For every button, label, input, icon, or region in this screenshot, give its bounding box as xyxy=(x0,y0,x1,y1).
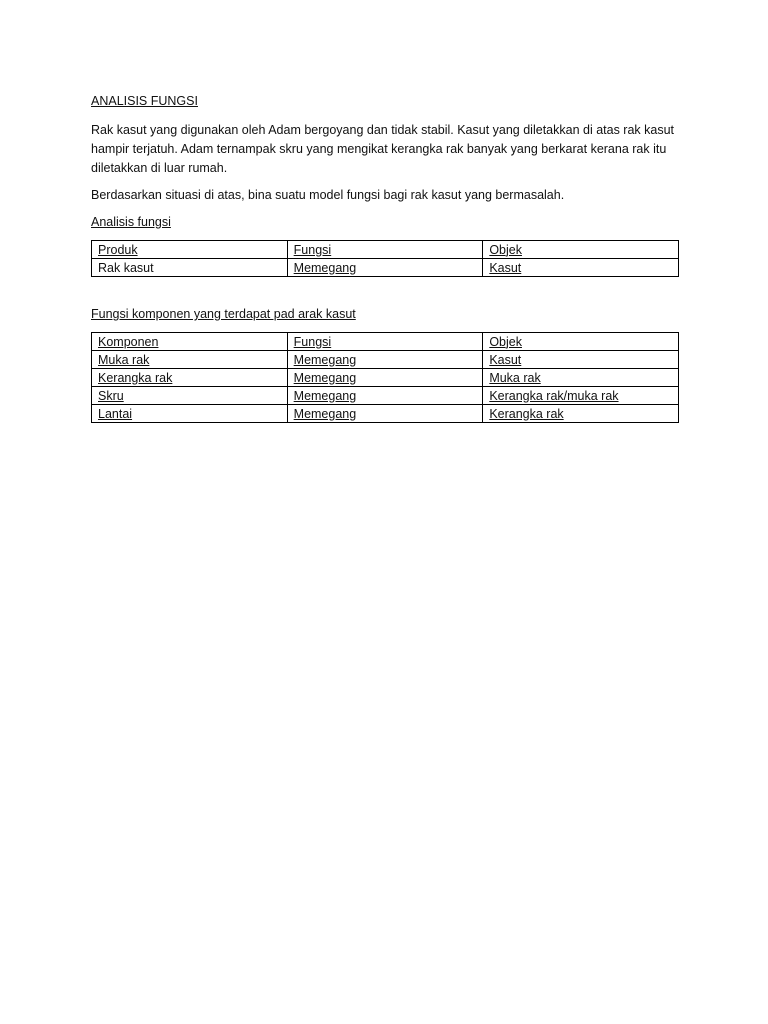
table-cell: Kerangka rak xyxy=(92,369,288,387)
header-komponen: Komponen xyxy=(92,333,288,351)
document-page xyxy=(91,92,681,451)
table-cell: Memegang xyxy=(287,351,483,369)
table2-heading: Fungsi komponen yang terdapat pad arak kasut xyxy=(91,307,356,321)
table-cell: Memegang xyxy=(287,387,483,405)
header-objek: Objek xyxy=(483,333,679,351)
document-title: ANALISIS FUNGSI xyxy=(91,94,198,108)
table-header-row xyxy=(92,333,679,351)
problem-paragraph: Rak kasut yang digunakan oleh Adam bergoyang dan tidak stabil. Kasut yang diletakkan di atas rak kasut hampir terjatuh. Adam ternampak skru yang mengikat kerangka rak banyak yang berkarat kerana rak itu diletakkan di luar rumah. xyxy=(91,123,675,175)
table-header-row xyxy=(92,241,679,259)
table-cell: Rak kasut xyxy=(92,259,288,277)
table-row xyxy=(92,351,679,369)
function-analysis-table xyxy=(91,240,679,277)
task-paragraph: Berdasarkan situasi di atas, bina suatu model fungsi bagi rak kasut yang bermasalah. xyxy=(91,188,565,202)
table-row xyxy=(92,369,679,387)
table1-heading: Analisis fungsi xyxy=(91,215,171,229)
table-cell: Memegang xyxy=(287,259,483,277)
header-fungsi: Fungsi xyxy=(287,333,483,351)
table-cell: Kerangka rak/muka rak xyxy=(483,387,679,405)
table-cell: Kasut xyxy=(483,351,679,369)
table-row xyxy=(92,259,679,277)
table-cell: Memegang xyxy=(287,405,483,423)
table-row xyxy=(92,405,679,423)
component-function-table xyxy=(91,332,679,423)
header-objek: Objek xyxy=(483,241,679,259)
table-cell: Muka rak xyxy=(92,351,288,369)
header-produk: Produk xyxy=(92,241,288,259)
table-cell: Kerangka rak xyxy=(483,405,679,423)
table-cell: Muka rak xyxy=(483,369,679,387)
header-fungsi: Fungsi xyxy=(287,241,483,259)
table-cell: Lantai xyxy=(92,405,288,423)
table-cell: Memegang xyxy=(287,369,483,387)
table-row xyxy=(92,387,679,405)
table-cell: Kasut xyxy=(483,259,679,277)
table-cell: Skru xyxy=(92,387,288,405)
